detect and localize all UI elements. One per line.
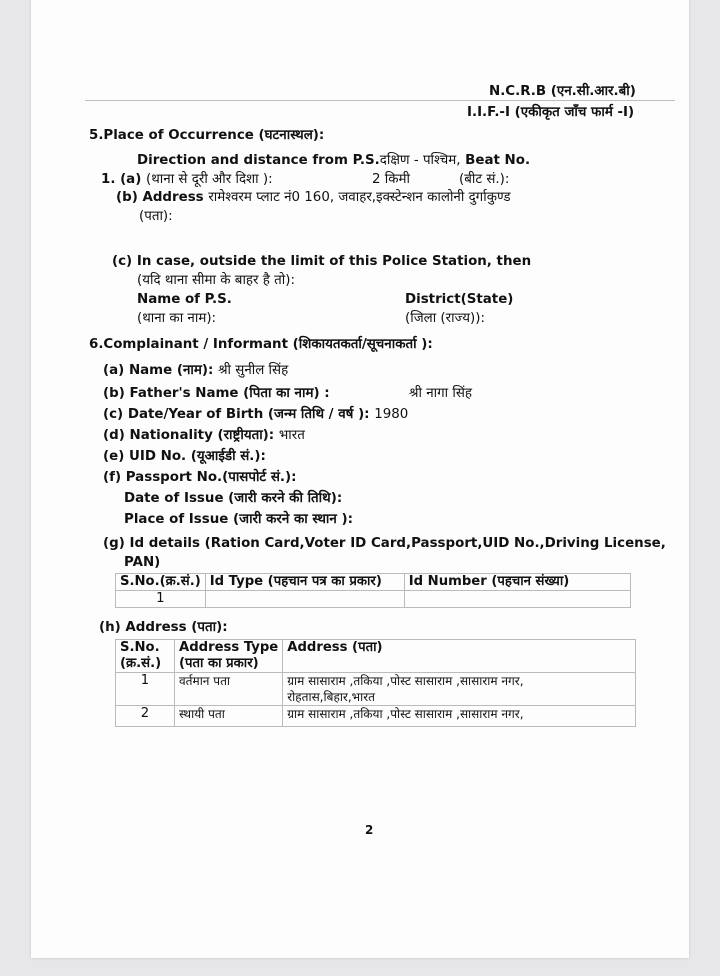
outside-limit-label: (c) In case, outside the limit of this Police Station, then [112, 254, 532, 269]
address-line-2: रोहतास,बिहार,भारत [287, 690, 375, 704]
address-label: (b) Address [116, 190, 204, 205]
table-header-cell [175, 640, 283, 673]
header-divider [85, 100, 675, 101]
direction-label [137, 152, 530, 169]
item1-a: 1. (a) [101, 172, 142, 187]
address-line-1: ग्राम सासाराम ,तकिया ,पोस्ट सासाराम ,सासाराम नगर, [287, 674, 524, 688]
father-label: (b) Father's Name (पिता का नाम) : [103, 386, 330, 401]
nationality-label: (d) Nationality (राष्ट्रीयता): [103, 428, 275, 443]
name-value: श्री सुनील सिंह [218, 363, 289, 378]
table-row [116, 591, 631, 608]
uid-label: (e) UID No. (यूआईडी सं.): [103, 449, 266, 464]
name-line [103, 362, 288, 379]
nationality-value: भारत [278, 428, 305, 443]
table-header-row [116, 640, 636, 673]
dob-value: 1980 [374, 407, 409, 422]
address-line [116, 189, 511, 206]
header-address-type-hindi: (पता का प्रकार) [179, 656, 259, 671]
iif-heading: I.I.F.-I (एकीकृत जाँच फार्म -I) [467, 105, 635, 120]
direction-label-text: Direction and distance from P.S. [137, 153, 380, 168]
address-heading: (h) Address (पता): [99, 620, 228, 635]
beat-label: Beat No. [465, 153, 531, 168]
table-cell: वर्तमान पता [175, 673, 283, 706]
distance-value: 2 किमी [372, 172, 411, 187]
document-page [31, 0, 689, 958]
table-cell: 1 [116, 673, 175, 706]
district-hindi: (जिला (राज्य)): [405, 311, 485, 326]
beat-hindi: (बीट सं.): [459, 172, 510, 187]
dob-line [103, 406, 408, 423]
district-label: District(State) [405, 292, 514, 307]
address-line-spacer [287, 722, 631, 726]
header-sno-hindi: (क्र.सं.) [120, 656, 162, 671]
item1-label [101, 171, 273, 188]
table-cell [283, 673, 636, 706]
address-table [115, 639, 636, 727]
outside-limit-hindi: (यदि थाना सीमा के बाहर है तो): [137, 273, 295, 288]
section6-title: 6.Complainant / Informant (शिकायतकर्ता/सूचनाकर्ता ): [89, 337, 433, 352]
section5-title: 5.Place of Occurrence (घटनास्थल): [89, 128, 325, 143]
id-details-line2: PAN) [124, 555, 161, 570]
address-line-1: ग्राम सासाराम ,तकिया ,पोस्ट सासाराम ,सासाराम नगर, [287, 707, 524, 721]
table-row [116, 673, 636, 706]
table-header-cell [116, 640, 175, 673]
table-row [116, 706, 636, 727]
dob-label: (c) Date/Year of Birth (जन्म तिथि / वर्ष ): [103, 407, 370, 422]
ps-name-label: Name of P.S. [137, 292, 232, 307]
direction-hindi: (थाना से दूरी और दिशा ): [146, 172, 273, 187]
address-hindi: (पता): [139, 209, 173, 224]
header-address: Address (पता) [287, 640, 383, 655]
header-sno: S.No. [120, 640, 160, 655]
table-header-row [116, 574, 631, 591]
passport-label: (f) Passport No.(पासपोर्ट सं.): [103, 470, 297, 485]
table-header-cell: Id Number (पहचान संख्या) [404, 574, 630, 591]
page-number: 2 [365, 823, 374, 837]
ncrb-heading: N.C.R.B (एन.सी.आर.बी) [489, 84, 636, 99]
id-details-line1: (g) Id details (Ration Card,Voter ID Card,Passport,UID No.,Driving License, [103, 536, 666, 551]
table-header-cell: S.No.(क्र.सं.) [116, 574, 206, 591]
table-cell [404, 591, 630, 608]
nationality-line [103, 427, 305, 444]
table-cell [283, 706, 636, 727]
table-header-cell [283, 640, 636, 673]
table-cell: 1 [116, 591, 206, 608]
table-cell [205, 591, 404, 608]
name-label: (a) Name (नाम): [103, 363, 214, 378]
table-cell: स्थायी पता [175, 706, 283, 727]
address-value: रामेश्वरम प्लाट नं0 160, जवाहर,इक्स्टेन्शन कालोनी दुर्गाकुण्ड [208, 190, 511, 205]
father-value: श्री नागा सिंह [409, 386, 472, 401]
issue-date-label: Date of Issue (जारी करने की तिथि): [124, 491, 343, 506]
table-header-cell: Id Type (पहचान पत्र का प्रकार) [205, 574, 404, 591]
direction-value: दक्षिण - पश्चिम, [379, 153, 461, 168]
id-details-table [115, 573, 631, 608]
issue-place-label: Place of Issue (जारी करने का स्थान ): [124, 512, 353, 527]
header-address-type: Address Type [179, 640, 279, 655]
table-cell: 2 [116, 706, 175, 727]
ps-name-hindi: (थाना का नाम): [137, 311, 217, 326]
